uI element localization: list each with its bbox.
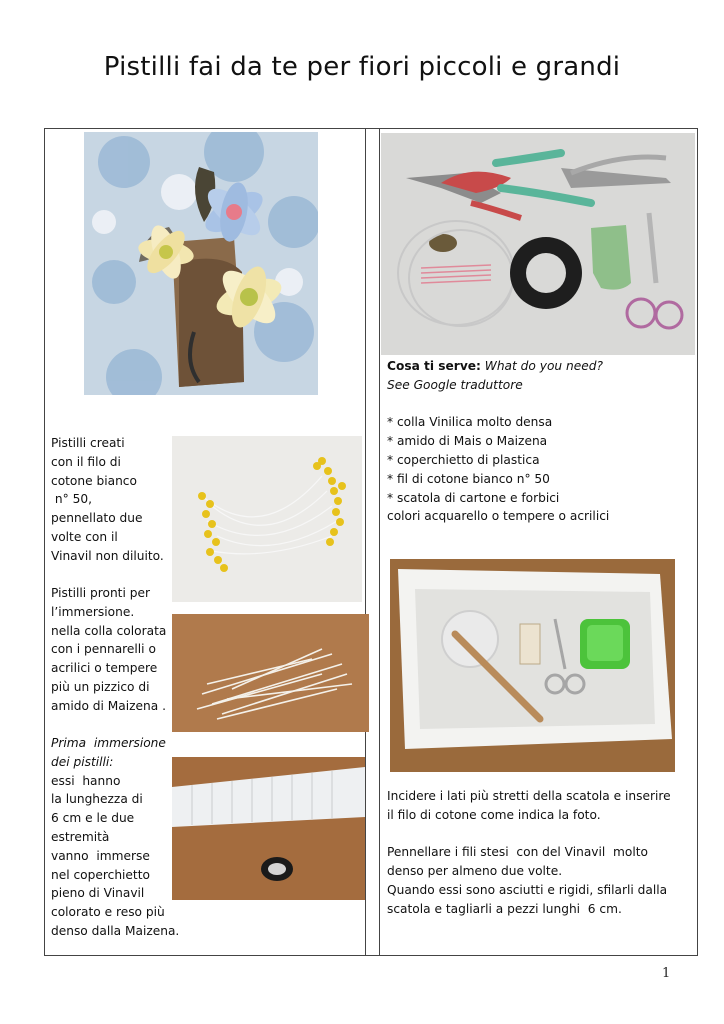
text-line: pennellato due [51,511,143,526]
page-title: Pistilli fai da te per fiori piccoli e grandi [103,52,621,82]
text-line: amido di Maizena . [51,698,166,713]
text-line: nella colla colorata [51,623,167,638]
text-line: volte con il [51,529,118,544]
instruction-line: denso per almeno due volte. [387,864,563,879]
text-line: n° 50, [51,492,92,507]
pistils-description [51,434,164,566]
ready-pistils-text [51,584,166,716]
text-line: la lunghezza di [51,792,143,807]
instructions-block [387,787,671,919]
box-photo [390,559,675,772]
text-line: con il filo di [51,454,121,469]
instruction-line: scatola e tagliarli a pezzi lunghi 6 cm. [387,901,622,916]
need-label: Cosa ti serve: [387,359,481,373]
column-divider [379,128,380,956]
stamens-photo [172,436,362,602]
page-number: 1 [662,966,671,981]
column-divider [365,128,366,956]
material-item: * colla Vinilica molto densa [387,415,553,430]
text-line: nel coperchietto [51,867,150,882]
material-item: * coperchietto di plastica [387,452,540,467]
text-line: acrilici o tempere [51,661,158,676]
first-immersion-text [51,734,179,941]
instruction-line: Quando essi sono asciutti e rigidi, sfilarli dalla [387,882,668,897]
material-item: * fil di cotone bianco n° 50 [387,471,550,486]
instruction-line: Pennellare i fili stesi con del Vinavil molto [387,845,648,860]
text-line: 6 cm e le due [51,811,135,826]
need-question: What do you need? [484,359,603,373]
text-line: pieno di Vinavil [51,886,145,901]
text-line-italic: Prima immersione [51,736,166,750]
materials-block [387,357,609,526]
instruction-line: Incidere i lati più stretti della scatola e inserire [387,789,671,803]
need-heading [387,357,609,376]
material-item: * amido di Mais o Maizena [387,434,548,449]
threads-photo [172,614,369,732]
text-line: con i pennarelli o [51,642,156,657]
instruction-line: il filo di cotone come indica la foto. [387,807,601,822]
text-line: colorato e reso più [51,905,165,920]
text-line: Vinavil non diluito. [51,548,164,563]
text-line: cotone bianco [51,473,137,488]
translate-note: See Google traduttore [387,377,523,392]
tools-photo [381,133,695,355]
text-line: denso dalla Maizena. [51,923,180,938]
text-line-italic: dei pistilli: [51,754,114,769]
text-line: Pistilli creati [51,436,125,450]
text-line: Pistilli pronti per [51,586,150,600]
immersion-photo [172,757,365,900]
flowers-photo [84,132,318,395]
text-line: estremità [51,829,110,844]
material-item: * scatola di cartone e forbici [387,490,560,505]
text-line: vanno immerse [51,848,150,863]
text-line: essi hanno [51,773,121,788]
material-item: colori acquarello o tempere o acrilici [387,509,610,524]
text-line: più un pizzico di [51,679,150,694]
text-line: l’immersione. [51,604,135,619]
